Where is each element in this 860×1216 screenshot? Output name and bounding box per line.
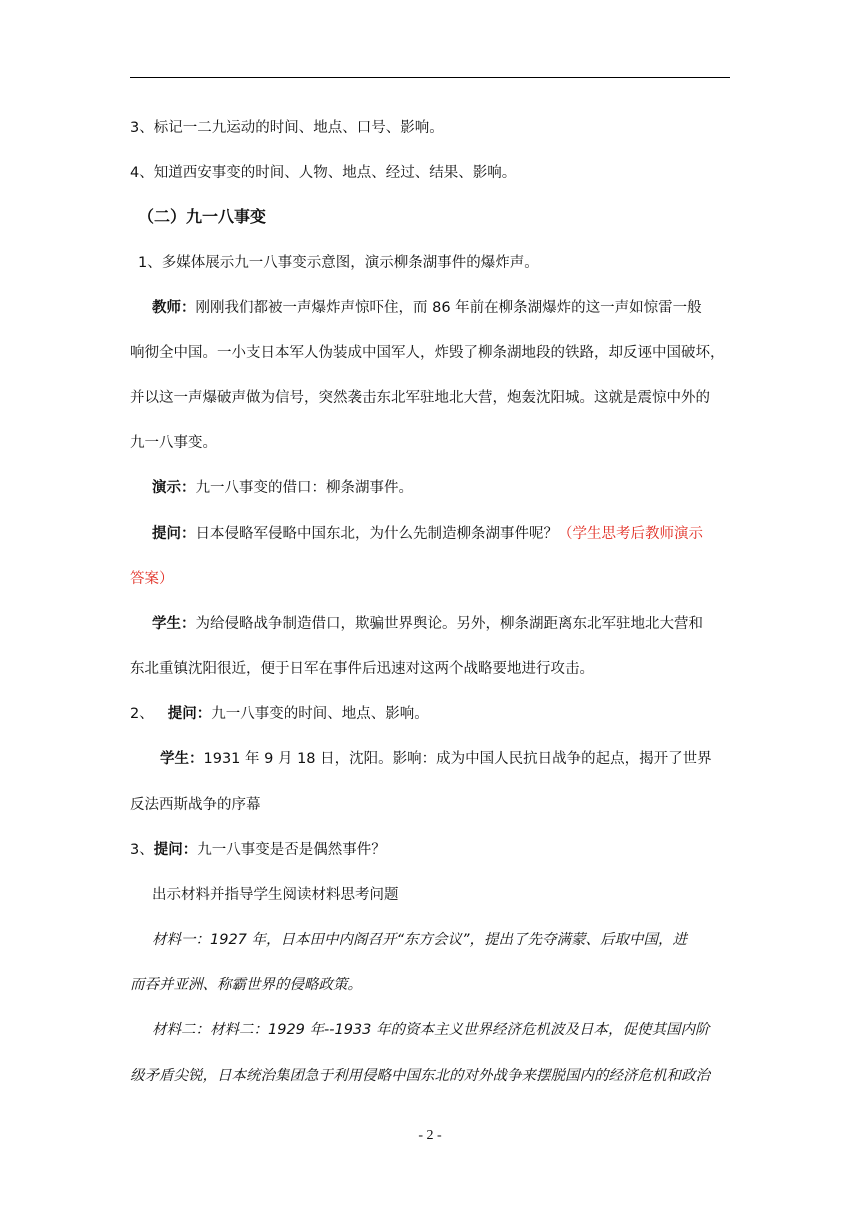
material-2-line-1: 材料二：材料二：1929 年--1933 年的资本主义世界经济危机波及日本，促使其国内阶 xyxy=(152,1022,710,1038)
student-label: 学生： xyxy=(160,751,204,767)
page-number: - 2 - xyxy=(418,1128,442,1143)
step-1: 1、多媒体展示九一八事变示意图，演示柳条湖事件的爆炸声。 xyxy=(138,255,539,271)
student-label: 学生： xyxy=(152,616,196,632)
teacher-note: （学生思考后教师演示 xyxy=(558,526,703,542)
question-2: 2、 提问：九一八事变的时间、地点、影响。 xyxy=(130,706,429,722)
question-label: 提问： xyxy=(153,842,198,858)
demo-line: 演示：九一八事变的借口：柳条湖事件。 xyxy=(152,480,413,496)
student-answer-2-line-1: 学生：1931 年 9 月 18 日，沈阳。影响：成为中国人民抗日战争的起点，揭开了世界 xyxy=(160,751,712,767)
objective-4: 4、知道西安事变的时间、人物、地点、经过、结果、影响。 xyxy=(130,165,517,181)
question-label: 提问： xyxy=(152,526,196,542)
material-2-line-2: 级矛盾尖锐，日本统治集团急于利用侵略中国东北的对外战争来摆脱国内的经济危机和政治 xyxy=(130,1068,710,1084)
question-3: 3、提问：九一八事变是否是偶然事件？ xyxy=(130,842,386,858)
question-label: 提问： xyxy=(167,706,212,722)
objective-3: 3、标记一二九运动的时间、地点、口号、影响。 xyxy=(130,120,444,136)
student-answer-1-line-1: 学生：为给侵略战争制造借口，欺骗世界舆论。另外，柳条湖距离东北军驻地北大营和 xyxy=(152,616,703,632)
teacher-paragraph-line-2: 响彻全中国。一小支日本军人伪装成中国军人，炸毁了柳条湖地段的铁路，却反诬中国破坏， xyxy=(130,345,725,361)
teacher-paragraph-line-4: 九一八事变。 xyxy=(130,435,217,451)
material-1-line-1: 材料一：1927 年，日本田中内阁召开“东方会议”，提出了先夺满蒙、后取中国，进 xyxy=(152,932,688,948)
material-1-line-2: 而吞并亚洲、称霸世界的侵略政策。 xyxy=(130,977,362,993)
section-heading: （二）九一八事变 xyxy=(138,207,267,226)
student-answer-2-line-2: 反法西斯战争的序幕 xyxy=(130,797,261,813)
teacher-paragraph-line-3: 并以这一声爆破声做为信号，突然袭击东北军驻地北大营，炮轰沈阳城。这就是震惊中外的 xyxy=(130,390,710,406)
teacher-paragraph-line-1: 教师：刚刚我们都被一声爆炸声惊吓住，而 86 年前在柳条湖爆炸的这一声如惊雷一般 xyxy=(152,300,702,316)
question-1-line-2: 答案） xyxy=(130,571,174,587)
demo-label: 演示： xyxy=(152,480,196,496)
question-1-line-1: 提问：日本侵略军侵略中国东北，为什么先制造柳条湖事件呢？（学生思考后教师演示 xyxy=(152,526,703,542)
student-answer-1-line-2: 东北重镇沈阳很近，便于日军在事件后迅速对这两个战略要地进行攻击。 xyxy=(130,661,594,677)
header-rule xyxy=(130,77,730,78)
material-guide: 出示材料并指导学生阅读材料思考问题 xyxy=(152,887,399,903)
teacher-label: 教师： xyxy=(152,300,196,316)
